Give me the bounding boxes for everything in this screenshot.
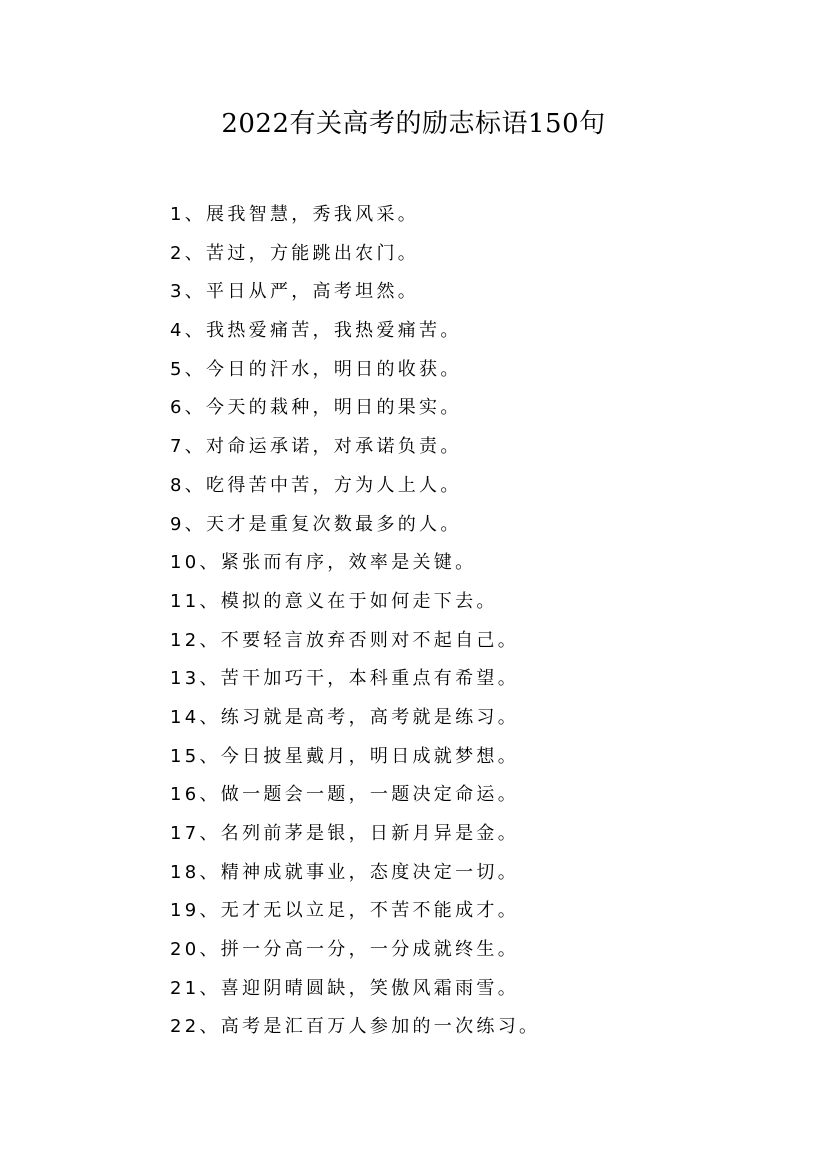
slogan-item: 21、喜迎阴晴圆缺，笑傲风霜雨雪。 <box>170 977 520 999</box>
slogan-item: 22、高考是汇百万人参加的一次练习。 <box>170 1016 541 1038</box>
slogan-item: 8、吃得苦中苦，方为人上人。 <box>170 474 462 496</box>
slogan-item: 17、名列前茅是银，日新月异是金。 <box>170 823 520 844</box>
slogan-item: 6、今天的栽种，明日的果实。 <box>170 397 462 419</box>
slogan-item: 7、对命运承诺，对承诺负责。 <box>170 436 462 458</box>
slogan-item: 11、模拟的意义在于如何走下去。 <box>170 590 498 612</box>
slogan-item: 14、练习就是高考，高考就是练习。 <box>170 706 520 728</box>
slogan-item: 20、拼一分高一分，一分成就终生。 <box>170 939 520 961</box>
slogan-list <box>170 196 790 1047</box>
slogan-item: 4、我热爱痛苦，我热爱痛苦。 <box>170 320 462 342</box>
slogan-item: 3、平日从严，高考坦然。 <box>170 281 420 303</box>
slogan-item: 16、做一题会一题，一题决定命运。 <box>170 784 520 806</box>
slogan-item: 1、展我智慧，秀我风采。 <box>170 204 420 225</box>
slogan-item: 19、无才无以立足，不苦不能成才。 <box>170 900 520 922</box>
slogan-item: 5、今日的汗水，明日的收获。 <box>170 358 462 380</box>
slogan-item: 18、精神成就事业，态度决定一切。 <box>170 861 520 883</box>
slogan-item: 2、苦过，方能跳出农门。 <box>170 242 420 264</box>
slogan-item: 12、不要轻言放弃否则对不起自己。 <box>170 629 520 651</box>
slogan-item: 15、今日披星戴月，明日成就梦想。 <box>170 745 520 767</box>
slogan-item: 13、苦干加巧干，本科重点有希望。 <box>170 668 520 690</box>
slogan-item: 9、天才是重复次数最多的人。 <box>170 513 462 535</box>
document-title: 2022有关高考的励志标语150句 <box>221 109 606 139</box>
slogan-item: 10、紧张而有序，效率是关键。 <box>170 552 477 574</box>
